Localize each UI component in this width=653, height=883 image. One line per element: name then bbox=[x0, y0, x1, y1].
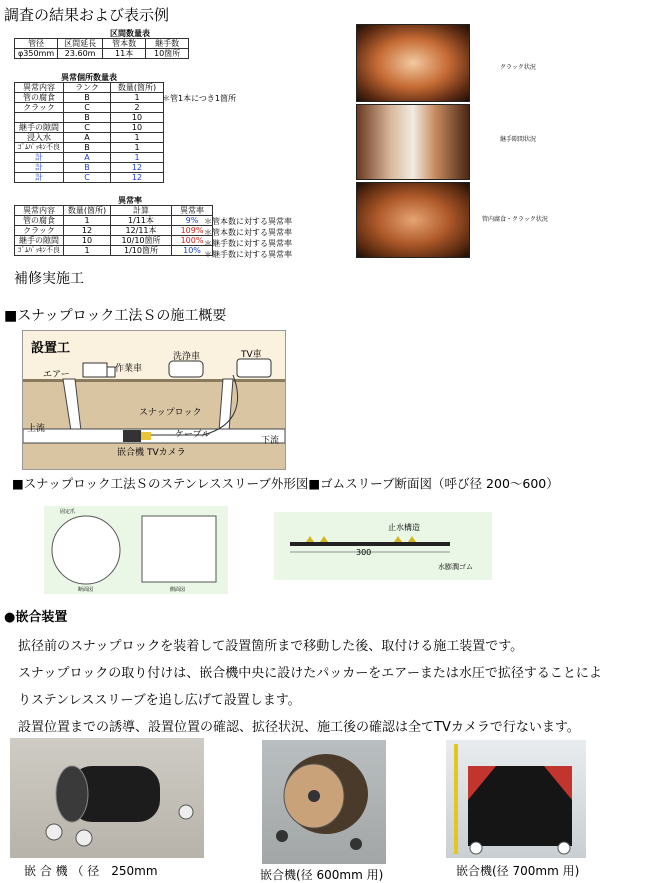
label-water-swelling-rubber: 水膨潤ゴム bbox=[438, 563, 473, 571]
label-side: 側面図 bbox=[170, 587, 186, 593]
fitter-700-svg bbox=[446, 740, 586, 858]
label-air: エアー bbox=[43, 370, 70, 380]
cell: 計 bbox=[15, 173, 64, 183]
cell: 10 bbox=[64, 236, 111, 246]
photo-caption: 嵌合機(径 700mm 用) bbox=[456, 864, 580, 878]
label-upstream: 上流 bbox=[27, 424, 46, 434]
cell: B bbox=[64, 163, 111, 173]
label-fitter: 嵌合機 bbox=[117, 448, 145, 458]
cell: 1 bbox=[111, 143, 164, 153]
rate-table-caption: 異常率 bbox=[118, 196, 142, 205]
cell: 1 bbox=[111, 93, 164, 103]
label-work-truck: 作業車 bbox=[115, 364, 143, 374]
cell: 12/11本 bbox=[111, 226, 172, 236]
header-cell: 継手数 bbox=[146, 39, 189, 49]
label-tv-camera: TVカメラ bbox=[147, 448, 186, 458]
cell: 1/11本 bbox=[111, 216, 172, 226]
cell: B bbox=[64, 113, 111, 123]
cell: A bbox=[64, 133, 111, 143]
cell: 10/10箇所 bbox=[111, 236, 172, 246]
label-cable: ケーブル bbox=[175, 430, 211, 440]
fitter-600-svg bbox=[262, 740, 386, 864]
label-fixed-claw: 固定爪 bbox=[60, 509, 76, 515]
header-cell: 管径 bbox=[15, 39, 58, 49]
cell: 2 bbox=[111, 103, 164, 113]
header-cell: 異常内容 bbox=[15, 83, 64, 93]
defect-table-caption: 異常個所数量表 bbox=[61, 73, 117, 82]
photo-caption: 嵌 合 機 （ 径 250mm bbox=[24, 864, 158, 878]
cell: B bbox=[64, 143, 111, 153]
defect-note: ＊管1本につき1箇所 bbox=[162, 94, 237, 103]
stainless-sleeve-diagram bbox=[44, 506, 228, 594]
cell: C bbox=[64, 173, 111, 183]
label-water-stop: 止水構造 bbox=[388, 523, 420, 532]
rate-note: ＊管本数に対する異常率 bbox=[204, 217, 292, 226]
cell: 11本 bbox=[103, 49, 146, 59]
photo-caption: 嵌合機(径 600mm 用) bbox=[260, 868, 384, 882]
cell: 1 bbox=[111, 133, 164, 143]
paragraph: 拡径前のスナップロックを装着して設置箇所まで移動した後、取付ける施工装置です。 bbox=[18, 639, 524, 654]
cell: 100% bbox=[172, 236, 213, 246]
rate-note: ＊継手数に対する異常率 bbox=[204, 250, 292, 259]
cell: 12 bbox=[64, 226, 111, 236]
paragraph: りステンレススリーブを追し広げて設置します。 bbox=[18, 693, 301, 708]
label-downstream: 下流 bbox=[261, 436, 280, 446]
rubber-sleeve-diagram bbox=[274, 512, 492, 580]
section-table-caption: 区間数量表 bbox=[110, 29, 150, 38]
header-cell: 区間延長 bbox=[58, 39, 103, 49]
photo-fitter-250 bbox=[10, 738, 204, 858]
cell: 継手の隙間 bbox=[15, 236, 64, 246]
cell: 109% bbox=[172, 226, 213, 236]
section-table bbox=[14, 38, 189, 59]
cell: 計 bbox=[15, 163, 64, 173]
cell: C bbox=[64, 123, 111, 133]
cell: 10% bbox=[172, 246, 213, 256]
label-snaplock: スナップロック bbox=[139, 408, 202, 418]
cell: 計 bbox=[15, 153, 64, 163]
cell: 継手の隙間 bbox=[15, 123, 64, 133]
cell: 1 bbox=[64, 216, 111, 226]
cell: クラック bbox=[15, 226, 64, 236]
cell: 12 bbox=[111, 163, 164, 173]
diagram-title: 設置工 bbox=[31, 341, 71, 356]
stainless-sleeve-svg bbox=[44, 506, 228, 594]
repair-heading: 補修実施工 bbox=[14, 271, 84, 287]
tv-image-corrosion bbox=[356, 182, 470, 258]
cell: 管の腐食 bbox=[15, 93, 64, 103]
cell: B bbox=[64, 93, 111, 103]
header-cell: 管本数 bbox=[103, 39, 146, 49]
cell: φ350mm bbox=[15, 49, 58, 59]
fitter-250-svg bbox=[10, 738, 204, 858]
rate-note: ＊継手数に対する異常率 bbox=[204, 239, 292, 248]
tv-image-joint-gap bbox=[356, 104, 470, 180]
cell: 23.60m bbox=[58, 49, 103, 59]
paragraph: スナップロックの取り付けは、嵌合機中央に設けたパッカーをエアーまたは水圧で拡径することによ bbox=[18, 666, 602, 681]
label-wash-truck: 洗浄車 bbox=[173, 352, 201, 362]
cell: C bbox=[64, 103, 111, 113]
cell: 12 bbox=[111, 173, 164, 183]
label-section: 断面図 bbox=[78, 587, 94, 593]
page-heading: 調査の結果および表示例 bbox=[4, 6, 170, 24]
header-cell: 異常内容 bbox=[15, 206, 64, 216]
header-cell: 異常率 bbox=[172, 206, 213, 216]
tv-label: クラック状況 bbox=[500, 64, 536, 71]
photo-fitter-700 bbox=[446, 740, 586, 858]
header-cell: ランク bbox=[64, 83, 111, 93]
sleeve-heading: ■スナップロック工法Ｓのステンレススリーブ外形図■ゴムスリーブ断面図（呼び径 200～600） bbox=[12, 476, 559, 491]
header-cell: 数量(箇所) bbox=[64, 206, 111, 216]
cell: ｺﾞﾑﾊﾟｯｷﾝ不良 bbox=[15, 143, 64, 153]
photo-fitter-600 bbox=[262, 740, 386, 864]
label-300: 300 bbox=[356, 548, 372, 557]
cell: A bbox=[64, 153, 111, 163]
cell: 10 bbox=[111, 123, 164, 133]
rate-table bbox=[14, 205, 213, 256]
cell: ｺﾞﾑﾊﾟｯｷﾝ不良 bbox=[15, 246, 64, 256]
rate-note: ＊管本数に対する異常率 bbox=[204, 228, 292, 237]
cell: 10 bbox=[111, 113, 164, 123]
cell: 浸入水 bbox=[15, 133, 64, 143]
tv-label: 管内腐食・クラック状況 bbox=[482, 216, 548, 223]
cell: 10箇所 bbox=[146, 49, 189, 59]
cell: 1 bbox=[64, 246, 111, 256]
cell: クラック bbox=[15, 103, 64, 113]
cell: 管の腐食 bbox=[15, 216, 64, 226]
tv-label: 継手隙間状況 bbox=[500, 136, 537, 143]
fitting-heading: ●嵌合装置 bbox=[4, 610, 68, 625]
header-cell: 数量(箇所) bbox=[111, 83, 164, 93]
cell: 9% bbox=[172, 216, 213, 226]
installation-diagram bbox=[22, 330, 286, 470]
header-cell: 計算 bbox=[111, 206, 172, 216]
paragraph: 設置位置までの誘導、設置位置の確認、拡径状況、施工後の確認は全てTVカメラで行ないます。 bbox=[18, 720, 580, 735]
snaplock-heading: ■スナップロック工法Ｓの施工概要 bbox=[4, 308, 227, 324]
label-tv-truck: TV車 bbox=[241, 350, 262, 360]
cell bbox=[15, 113, 64, 123]
cell: 1 bbox=[111, 153, 164, 163]
tv-image-crack bbox=[356, 24, 470, 102]
cell: 1/10箇所 bbox=[111, 246, 172, 256]
defect-table bbox=[14, 82, 164, 183]
